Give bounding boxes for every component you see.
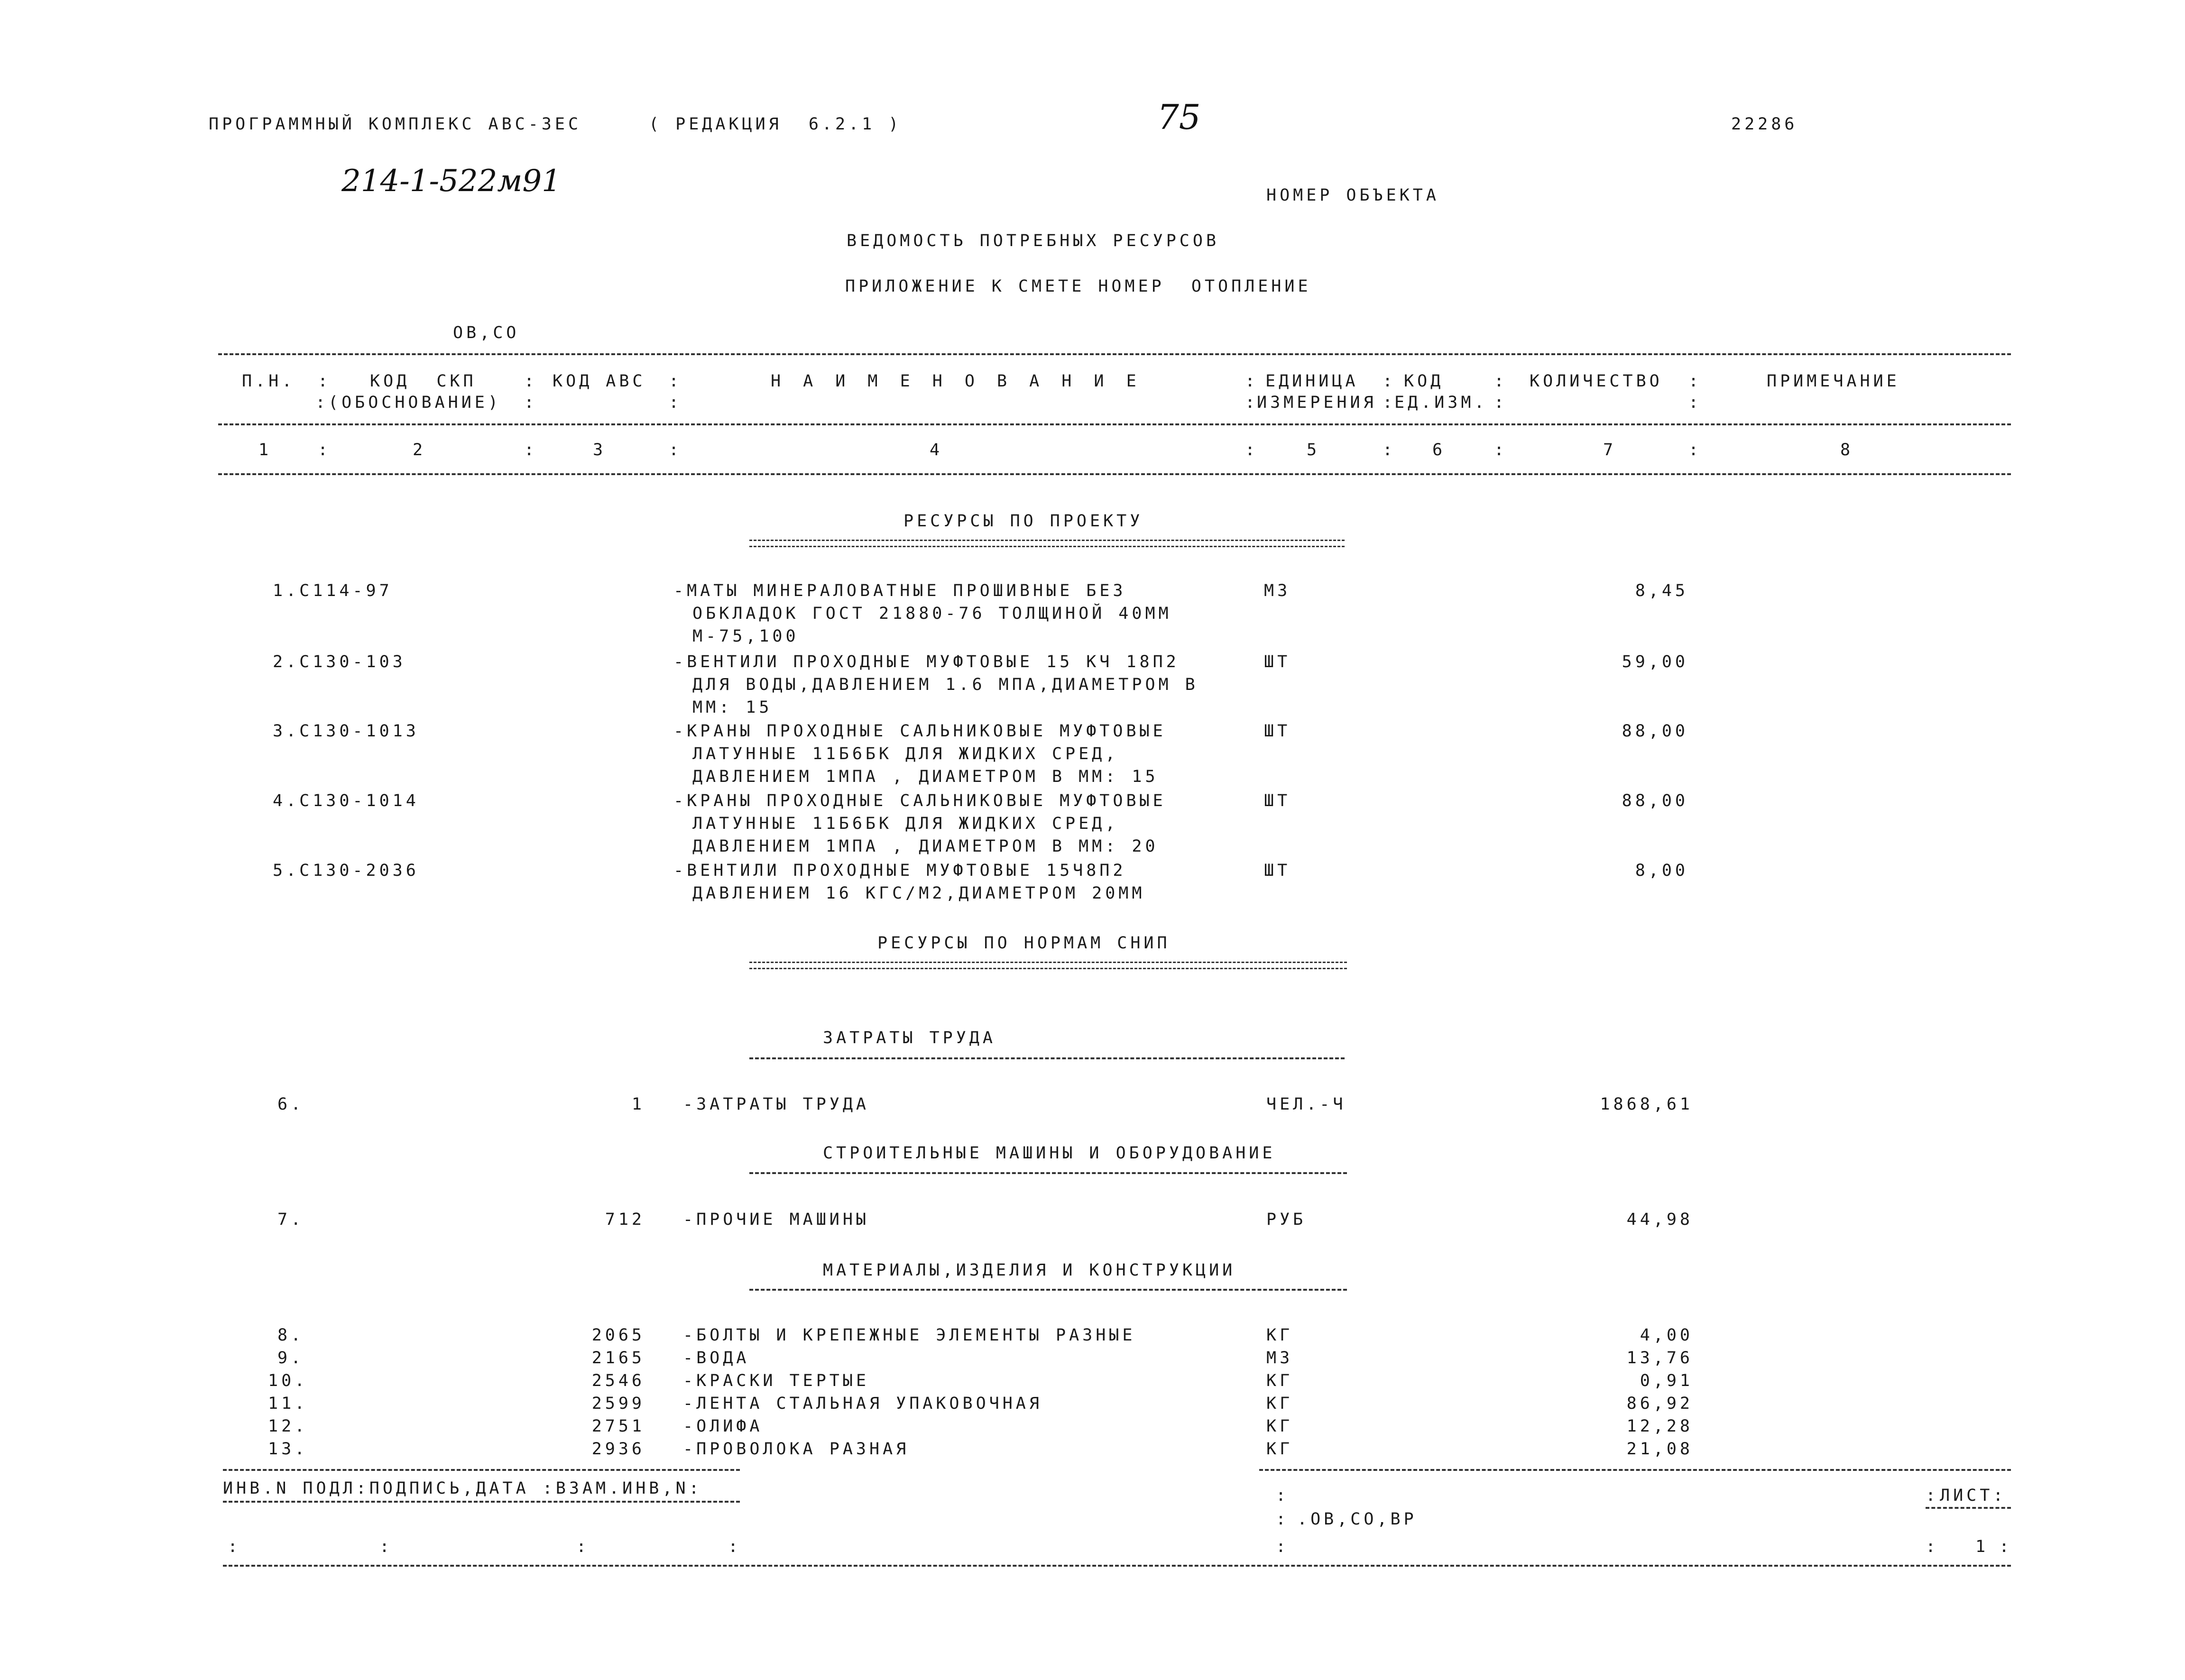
- row-name: ДАВЛЕНИЕМ 1МПА , ДИАМЕТРОМ В ММ: 20: [692, 837, 1159, 856]
- page-title: ВЕДОМОСТЬ ПОТРЕБНЫХ РЕСУРСОВ: [847, 231, 1220, 250]
- row-unit: ШТ: [1264, 861, 1291, 880]
- row-quantity: 88,00: [1622, 722, 1688, 741]
- col-header-qty: КОЛИЧЕСТВО: [1530, 372, 1663, 391]
- row-unit: ШТ: [1264, 722, 1291, 741]
- row-quantity: 21,08: [1626, 1440, 1693, 1459]
- section-underline: [749, 1172, 1347, 1174]
- sheet-label: ЛИСТ:: [1940, 1486, 2007, 1505]
- footer-rule: [223, 1501, 740, 1503]
- row-quantity: 13,76: [1626, 1349, 1693, 1368]
- row-name: -КРАНЫ ПРОХОДНЫЕ САЛЬНИКОВЫЕ МУФТОВЫЕ: [673, 791, 1166, 810]
- header-top-rule: [218, 353, 2011, 355]
- col-header-unit-code: КОД: [1404, 372, 1444, 391]
- section-underline: [749, 1289, 1347, 1291]
- section-heading: МАТЕРИАЛЫ,ИЗДЕЛИЯ И КОНСТРУКЦИИ: [823, 1261, 1236, 1280]
- signature-stamp-header: ИНВ.N ПОДЛ:ПОДПИСЬ,ДАТА :ВЗАМ.ИНВ,N:: [223, 1479, 702, 1498]
- row-unit: РУБ: [1266, 1210, 1307, 1229]
- table-row: [0, 859, 2185, 903]
- program-name: ПРОГРАММНЫЙ КОМПЛЕКС АВС-ЗЕС: [209, 115, 582, 134]
- row-name: ДЛЯ ВОДЫ,ДАВЛЕНИЕМ 1.6 МПА,ДИАМЕТРОМ В: [692, 675, 1199, 694]
- row-quantity: 86,92: [1626, 1394, 1693, 1413]
- footer-rule: [1259, 1469, 2011, 1471]
- row-abc-code: 2065: [591, 1326, 645, 1345]
- row-number: 8.: [277, 1326, 304, 1345]
- row-name: -ВОДА: [683, 1349, 750, 1368]
- col-header-pn: П.Н.: [242, 372, 295, 391]
- col-header-unit: ЕДИНИЦА: [1265, 372, 1359, 391]
- row-name: ОБКЛАДОК ГОСТ 21880-76 ТОЛЩИНОЙ 40ММ: [692, 604, 1172, 623]
- footer-rule: [223, 1469, 740, 1471]
- row-abc-code: 2165: [591, 1349, 645, 1368]
- row-quantity: 12,28: [1626, 1417, 1693, 1436]
- col-number: 6: [1432, 441, 1446, 459]
- object-number-label: НОМЕР ОБЪЕКТА: [1266, 186, 1439, 205]
- row-quantity: 4,00: [1640, 1326, 1693, 1345]
- row-name: -МАТЫ МИНЕРАЛОВАТНЫЕ ПРОШИВНЫЕ БЕЗ: [673, 581, 1126, 600]
- row-number: 12.: [268, 1417, 308, 1436]
- row-number: 3.С130-1013: [273, 722, 419, 741]
- row-abc-code: 1: [631, 1095, 645, 1114]
- project-code-handwritten: 214-1-522м91: [341, 164, 561, 199]
- row-number: 11.: [268, 1394, 308, 1413]
- row-name: -ПРОВОЛОКА РАЗНАЯ: [683, 1440, 910, 1459]
- col-header-unit-code-2: ЕД.ИЗМ.: [1394, 393, 1488, 412]
- section-underline: [749, 540, 1345, 547]
- col-number: 5: [1307, 441, 1320, 459]
- row-name: -ЗАТРАТЫ ТРУДА: [683, 1095, 870, 1114]
- section-heading: РЕСУРСЫ ПО ПРОЕКТУ: [904, 512, 1143, 531]
- section-heading: РЕСУРСЫ ПО НОРМАМ СНИП: [877, 934, 1171, 953]
- estimate-code: ОВ,СО: [453, 323, 520, 342]
- col-number: 3: [593, 441, 607, 459]
- row-number: 1.С114-97: [273, 581, 393, 600]
- row-unit: ЧЕЛ.-Ч: [1266, 1095, 1346, 1114]
- row-quantity: 0,91: [1640, 1371, 1693, 1390]
- row-abc-code: 2936: [591, 1440, 645, 1459]
- row-name: ЛАТУННЫЕ 11Б6БК ДЛЯ ЖИДКИХ СРЕД,: [692, 744, 1119, 763]
- col-header-basis: (ОБОСНОВАНИЕ): [328, 393, 501, 412]
- col-number: 7: [1603, 441, 1617, 459]
- table-row: [0, 579, 2185, 646]
- row-unit: КГ: [1266, 1394, 1293, 1413]
- col-header-note: ПРИМЕЧАНИЕ: [1767, 372, 1900, 391]
- row-name: -ОЛИФА: [683, 1417, 763, 1436]
- section-underline: [749, 1057, 1345, 1059]
- row-name: -КРАСКИ ТЕРТЫЕ: [683, 1371, 870, 1390]
- row-unit: КГ: [1266, 1371, 1293, 1390]
- row-abc-code: 2546: [591, 1371, 645, 1390]
- row-abc-code: 2751: [591, 1417, 645, 1436]
- row-unit: М3: [1264, 581, 1291, 600]
- row-unit: КГ: [1266, 1417, 1293, 1436]
- row-number: 5.С130-2036: [273, 861, 419, 880]
- row-number: 4.С130-1014: [273, 791, 419, 810]
- row-quantity: 59,00: [1622, 652, 1688, 671]
- table-row: [0, 1208, 2185, 1229]
- row-name: -ПРОЧИЕ МАШИНЫ: [683, 1210, 870, 1229]
- table-row: [0, 1369, 2185, 1390]
- row-unit: ШТ: [1264, 791, 1291, 810]
- row-unit: ШТ: [1264, 652, 1291, 671]
- page-number: 75: [1157, 97, 1201, 137]
- program-edition: ( РЕДАКЦИЯ 6.2.1 ): [649, 115, 902, 134]
- col-header-unit-2: ИЗМЕРЕНИЯ: [1257, 393, 1377, 412]
- row-number: 9.: [277, 1349, 304, 1368]
- row-name: ЛАТУННЫЕ 11Б6БК ДЛЯ ЖИДКИХ СРЕД,: [692, 814, 1119, 833]
- table-row: [0, 1392, 2185, 1413]
- row-number: 7.: [277, 1210, 304, 1229]
- sheet-rule: [1926, 1507, 2011, 1509]
- row-number: 6.: [277, 1095, 304, 1114]
- col-number: 1: [258, 441, 272, 459]
- row-abc-code: 712: [605, 1210, 645, 1229]
- header-mid-rule: [218, 423, 2011, 425]
- footer-bottom-rule: [223, 1565, 2011, 1567]
- row-name: -КРАНЫ ПРОХОДНЫЕ САЛЬНИКОВЫЕ МУФТОВЫЕ: [673, 722, 1166, 741]
- row-number: 13.: [268, 1440, 308, 1459]
- row-quantity: 88,00: [1622, 791, 1688, 810]
- document-code: 22286: [1731, 115, 1798, 134]
- row-name: -ВЕНТИЛИ ПРОХОДНЫЕ МУФТОВЫЕ 15 КЧ 18П2: [673, 652, 1180, 671]
- row-name: -ВЕНТИЛИ ПРОХОДНЫЕ МУФТОВЫЕ 15Ч8П2: [673, 861, 1126, 880]
- col-header-name: Н А И М Е Н О В А Н И Е: [771, 372, 1143, 391]
- row-unit: КГ: [1266, 1440, 1293, 1459]
- col-number: 4: [930, 441, 943, 459]
- row-number: 10.: [268, 1371, 308, 1390]
- col-number: 8: [1840, 441, 1854, 459]
- row-name: ДАВЛЕНИЕМ 1МПА , ДИАМЕТРОМ В ММ: 15: [692, 767, 1159, 786]
- section-heading: СТРОИТЕЛЬНЫЕ МАШИНЫ И ОБОРУДОВАНИЕ: [823, 1144, 1276, 1163]
- row-abc-code: 2599: [591, 1394, 645, 1413]
- row-unit: КГ: [1266, 1326, 1293, 1345]
- row-name: -БОЛТЫ И КРЕПЕЖНЫЕ ЭЛЕМЕНТЫ РАЗНЫЕ: [683, 1326, 1136, 1345]
- row-name: ДАВЛЕНИЕМ 16 КГС/М2,ДИАМЕТРОМ 20ММ: [692, 884, 1145, 903]
- row-name: М-75,100: [692, 627, 799, 646]
- header-bottom-rule: [218, 473, 2011, 475]
- col-header-abc: КОД АВС: [553, 372, 646, 391]
- row-name: ММ: 15: [692, 698, 773, 717]
- row-quantity: 1868,61: [1600, 1095, 1693, 1114]
- sheet-number: 1: [1975, 1537, 1989, 1556]
- row-number: 2.С130-103: [273, 652, 406, 671]
- row-quantity: 8,45: [1635, 581, 1688, 600]
- row-unit: М3: [1266, 1349, 1293, 1368]
- col-number: 2: [413, 441, 426, 459]
- row-quantity: 44,98: [1626, 1210, 1693, 1229]
- section-underline: [749, 962, 1347, 969]
- footer-doc-code: .ОВ,СО,ВР: [1297, 1510, 1417, 1529]
- row-quantity: 8,00: [1635, 861, 1688, 880]
- col-header-skp: КОД СКП: [370, 372, 477, 391]
- row-name: -ЛЕНТА СТАЛЬНАЯ УПАКОВОЧНАЯ: [683, 1394, 1042, 1413]
- page-subtitle: ПРИЛОЖЕНИЕ К СМЕТЕ НОМЕР ОТОПЛЕНИЕ: [845, 277, 1311, 296]
- section-heading: ЗАТРАТЫ ТРУДА: [823, 1028, 996, 1047]
